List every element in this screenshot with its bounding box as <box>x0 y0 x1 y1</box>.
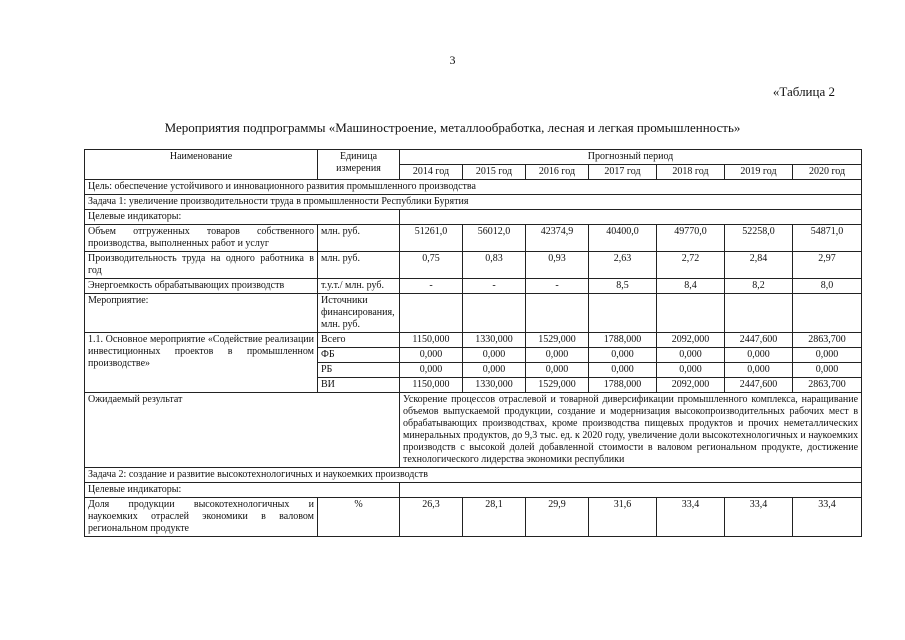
value-cell: 42374,9 <box>526 225 589 252</box>
header-unit: Единица измерения <box>318 150 400 180</box>
value-cell: 0,000 <box>463 363 526 378</box>
value-cell: 54871,0 <box>793 225 862 252</box>
value-cell: 29,9 <box>526 498 589 537</box>
value-cell: 1788,000 <box>589 378 657 393</box>
value-cell: 31,6 <box>589 498 657 537</box>
funding-label: Источники финансирования, млн. руб. <box>318 294 400 333</box>
goal-text: Цель: обеспечение устойчивого и инновационного развития промышленного производства <box>85 180 862 195</box>
year-cell: 2014 год <box>400 165 463 180</box>
expected-text: Ускорение процессов отраслевой и товарной диверсификации промышленного комплекса, наращивание объемов выпускаемой продукции, создание и модернизация высокопроизводительных рабочих мест в обрабатывающих производствах, кроме производства пищевых продуктов и прочих неметаллических минеральных продуктов, до 9,3 тыс. ед. к 2020 году, увеличение доли высокотехнологичных и наукоемких производств с высокой долей добавленной стоимости в валовом региональном продукте, достижение технологического лидерства экономики республики <box>400 393 862 468</box>
value-cell: 1330,000 <box>463 333 526 348</box>
measure-name: 1.1. Основное мероприятие «Содействие реализации инвестиционных проектов в промышленном производстве» <box>85 333 318 393</box>
indicator-row <box>85 225 862 252</box>
value-cell: 28,1 <box>463 498 526 537</box>
value-cell: 40400,0 <box>589 225 657 252</box>
measure-label: Мероприятие: <box>85 294 318 333</box>
indicator-row <box>85 498 862 537</box>
value-cell: 33,4 <box>793 498 862 537</box>
year-cell: 2019 год <box>725 165 793 180</box>
value-cell: 0,83 <box>463 252 526 279</box>
task2-row <box>85 468 862 483</box>
value-cell: 0,000 <box>725 348 793 363</box>
indicator-unit: млн. руб. <box>318 225 400 252</box>
value-cell: 26,3 <box>400 498 463 537</box>
value-cell: 2,63 <box>589 252 657 279</box>
indicator-unit: % <box>318 498 400 537</box>
header-forecast: Прогнозный период <box>400 150 862 165</box>
year-cell: 2018 год <box>657 165 725 180</box>
header-name: Наименование <box>85 150 318 180</box>
measures-table <box>84 149 862 537</box>
expected-result-row <box>85 393 862 468</box>
value-cell: 2,84 <box>725 252 793 279</box>
value-cell: 51261,0 <box>400 225 463 252</box>
document-title: Мероприятия подпрограммы «Машиностроение, металлообработка, лесная и легкая промышленность» <box>164 120 741 135</box>
indicator-unit: т.у.т./ млн. руб. <box>318 279 400 294</box>
indicator-unit: млн. руб. <box>318 252 400 279</box>
value-cell: 0,000 <box>725 363 793 378</box>
indicator-name: Производительность труда на одного работника в год <box>85 252 318 279</box>
table-label: «Таблица 2 <box>772 84 835 99</box>
indicators-label: Целевые индикаторы: <box>85 210 400 225</box>
value-cell: 0,000 <box>400 348 463 363</box>
value-cell: - <box>400 279 463 294</box>
value-cell: 0,000 <box>793 348 862 363</box>
value-cell: 0,000 <box>657 348 725 363</box>
measure-header-row <box>85 294 862 333</box>
value-cell: 2,72 <box>657 252 725 279</box>
value-cell: 2447,600 <box>725 378 793 393</box>
value-cell: - <box>463 279 526 294</box>
value-cell: 33,4 <box>657 498 725 537</box>
indicators-label: Целевые индикаторы: <box>85 483 400 498</box>
task1-row <box>85 195 862 210</box>
year-cell: 2020 год <box>793 165 862 180</box>
value-cell: 0,000 <box>400 363 463 378</box>
value-cell: 1150,000 <box>400 378 463 393</box>
value-cell: 8,4 <box>657 279 725 294</box>
task1-text: Задача 1: увеличение производительности труда в промышленности Республики Бурятия <box>85 195 862 210</box>
value-cell: 0,000 <box>463 348 526 363</box>
value-cell: 2092,000 <box>657 333 725 348</box>
value-cell: 8,2 <box>725 279 793 294</box>
value-cell: 8,5 <box>589 279 657 294</box>
funding-source: Всего <box>318 333 400 348</box>
year-cell: 2015 год <box>463 165 526 180</box>
value-cell: 49770,0 <box>657 225 725 252</box>
value-cell: 1529,000 <box>526 378 589 393</box>
value-cell: 2863,700 <box>793 333 862 348</box>
indicator-row <box>85 252 862 279</box>
value-cell: 2447,600 <box>725 333 793 348</box>
year-cell: 2017 год <box>589 165 657 180</box>
value-cell: 0,000 <box>526 348 589 363</box>
value-cell: 0,000 <box>793 363 862 378</box>
indicator-row <box>85 279 862 294</box>
value-cell: 2,97 <box>793 252 862 279</box>
value-cell: 33,4 <box>725 498 793 537</box>
value-cell: 1150,000 <box>400 333 463 348</box>
indicator-name: Доля продукции высокотехнологичных и наукоемких отраслей экономики в валовом региональном продукте <box>85 498 318 537</box>
value-cell: - <box>526 279 589 294</box>
task2-text: Задача 2: создание и развитие высокотехнологичных и наукоемких производств <box>85 468 862 483</box>
year-cell: 2016 год <box>526 165 589 180</box>
goal-row <box>85 180 862 195</box>
value-cell: 0,000 <box>589 348 657 363</box>
funding-source: ВИ <box>318 378 400 393</box>
value-cell: 1330,000 <box>463 378 526 393</box>
indicator-name: Объем отгруженных товаров собственного производства, выполненных работ и услуг <box>85 225 318 252</box>
indicator-name: Энергоемкость обрабатывающих производств <box>85 279 318 294</box>
value-cell: 0,75 <box>400 252 463 279</box>
value-cell: 2863,700 <box>793 378 862 393</box>
indicators-label-row <box>85 483 862 498</box>
funding-row <box>85 333 862 348</box>
value-cell: 0,000 <box>589 363 657 378</box>
value-cell: 8,0 <box>793 279 862 294</box>
value-cell: 52258,0 <box>725 225 793 252</box>
indicators-label-row <box>85 210 862 225</box>
expected-label: Ожидаемый результат <box>85 393 400 468</box>
value-cell: 0,93 <box>526 252 589 279</box>
value-cell: 1529,000 <box>526 333 589 348</box>
value-cell: 56012,0 <box>463 225 526 252</box>
header-row-1 <box>85 150 862 165</box>
page-number: 3 <box>449 53 456 67</box>
value-cell: 0,000 <box>526 363 589 378</box>
value-cell: 0,000 <box>657 363 725 378</box>
funding-source: РБ <box>318 363 400 378</box>
value-cell: 1788,000 <box>589 333 657 348</box>
value-cell: 2092,000 <box>657 378 725 393</box>
funding-source: ФБ <box>318 348 400 363</box>
